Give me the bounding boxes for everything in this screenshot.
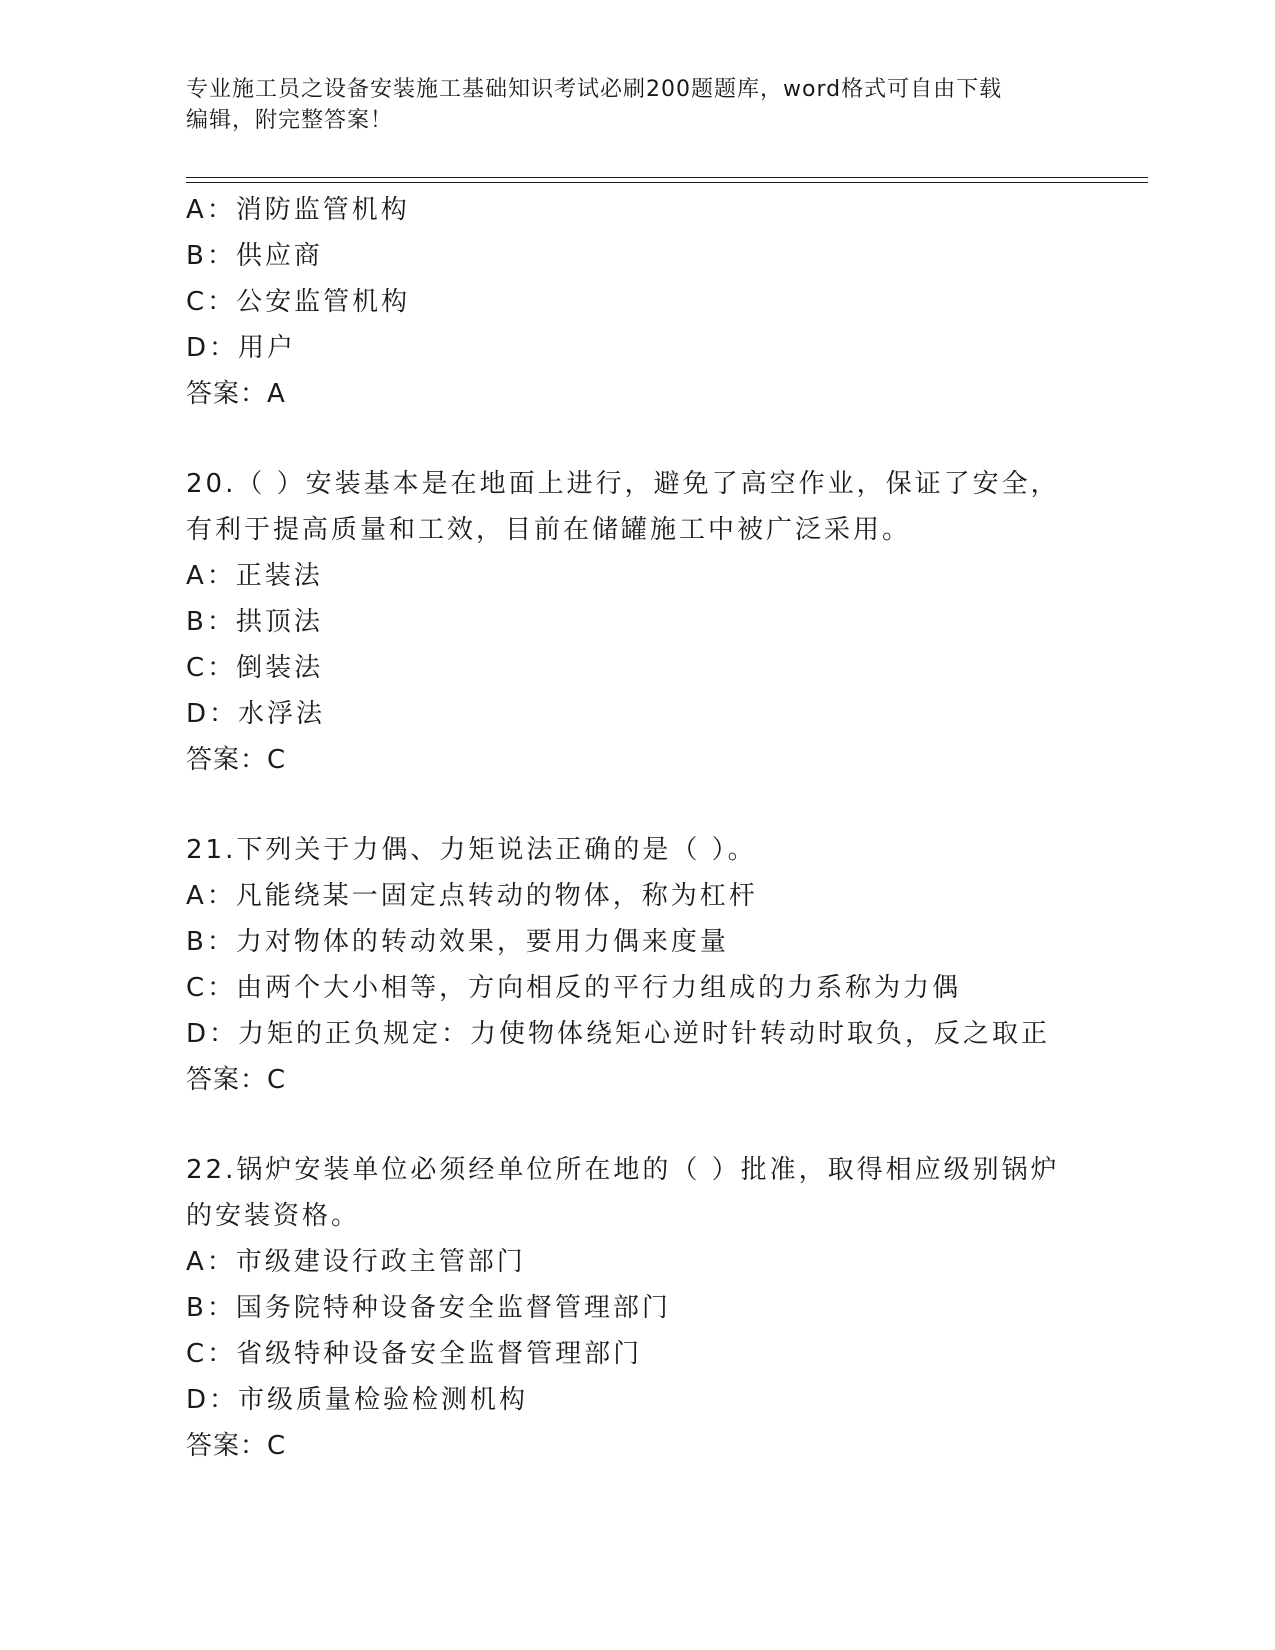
option-d: D：水浮法 — [186, 699, 326, 729]
header-divider-top — [186, 177, 1148, 178]
option-b: B：国务院特种设备安全监督管理部门 — [186, 1293, 671, 1323]
option-c: C：公安监管机构 — [186, 287, 411, 317]
option-d: D：用户 — [186, 333, 297, 363]
option-c: C：倒装法 — [186, 653, 324, 683]
question-text-line-1: 22.锅炉安装单位必须经单位所在地的（ ）批准，取得相应级别锅炉 — [186, 1155, 1060, 1185]
question-20 — [186, 461, 1146, 783]
question-21 — [186, 827, 1146, 1103]
header-divider-bottom — [186, 182, 1148, 183]
question-22 — [186, 1147, 1146, 1469]
answer: 答案：C — [186, 1431, 287, 1461]
question-list — [186, 187, 1146, 1469]
option-b: B：供应商 — [186, 241, 323, 271]
option-a: A：凡能绕某一固定点转动的物体，称为杠杆 — [186, 881, 758, 911]
option-a: A：市级建设行政主管部门 — [186, 1247, 526, 1277]
option-c: C：由两个大小相等，方向相反的平行力组成的力系称为力偶 — [186, 973, 962, 1003]
option-b: B：拱顶法 — [186, 607, 323, 637]
header-line-1: 专业施工员之设备安装施工基础知识考试必刷200题题库，word格式可自由下载 — [186, 77, 1003, 102]
option-b: B：力对物体的转动效果，要用力偶来度量 — [186, 927, 729, 957]
option-a: A：正装法 — [186, 561, 323, 591]
question-text-line-1: 20.（ ）安装基本是在地面上进行，避免了高空作业，保证了安全， — [186, 469, 1060, 499]
answer: 答案：C — [186, 1065, 287, 1095]
document-header — [186, 74, 1086, 136]
header-line-2: 编辑，附完整答案！ — [186, 108, 394, 133]
question-text-line-2: 有利于提高质量和工效，目前在储罐施工中被广泛采用。 — [186, 515, 912, 545]
question-text-line-2: 的安装资格。 — [186, 1201, 361, 1231]
spacer — [186, 783, 1146, 827]
spacer — [186, 1103, 1146, 1147]
answer: 答案：C — [186, 745, 287, 775]
option-d: D：市级质量检验检测机构 — [186, 1385, 529, 1415]
option-c: C：省级特种设备安全监督管理部门 — [186, 1339, 643, 1369]
option-d: D：力矩的正负规定：力使物体绕矩心逆时针转动时取负，反之取正 — [186, 1019, 1051, 1049]
question-text-line-1: 21.下列关于力偶、力矩说法正确的是（ ）。 — [186, 835, 757, 865]
spacer — [186, 417, 1146, 461]
option-a: A：消防监管机构 — [186, 195, 410, 225]
answer: 答案：A — [186, 379, 286, 409]
question-19 — [186, 187, 1146, 417]
